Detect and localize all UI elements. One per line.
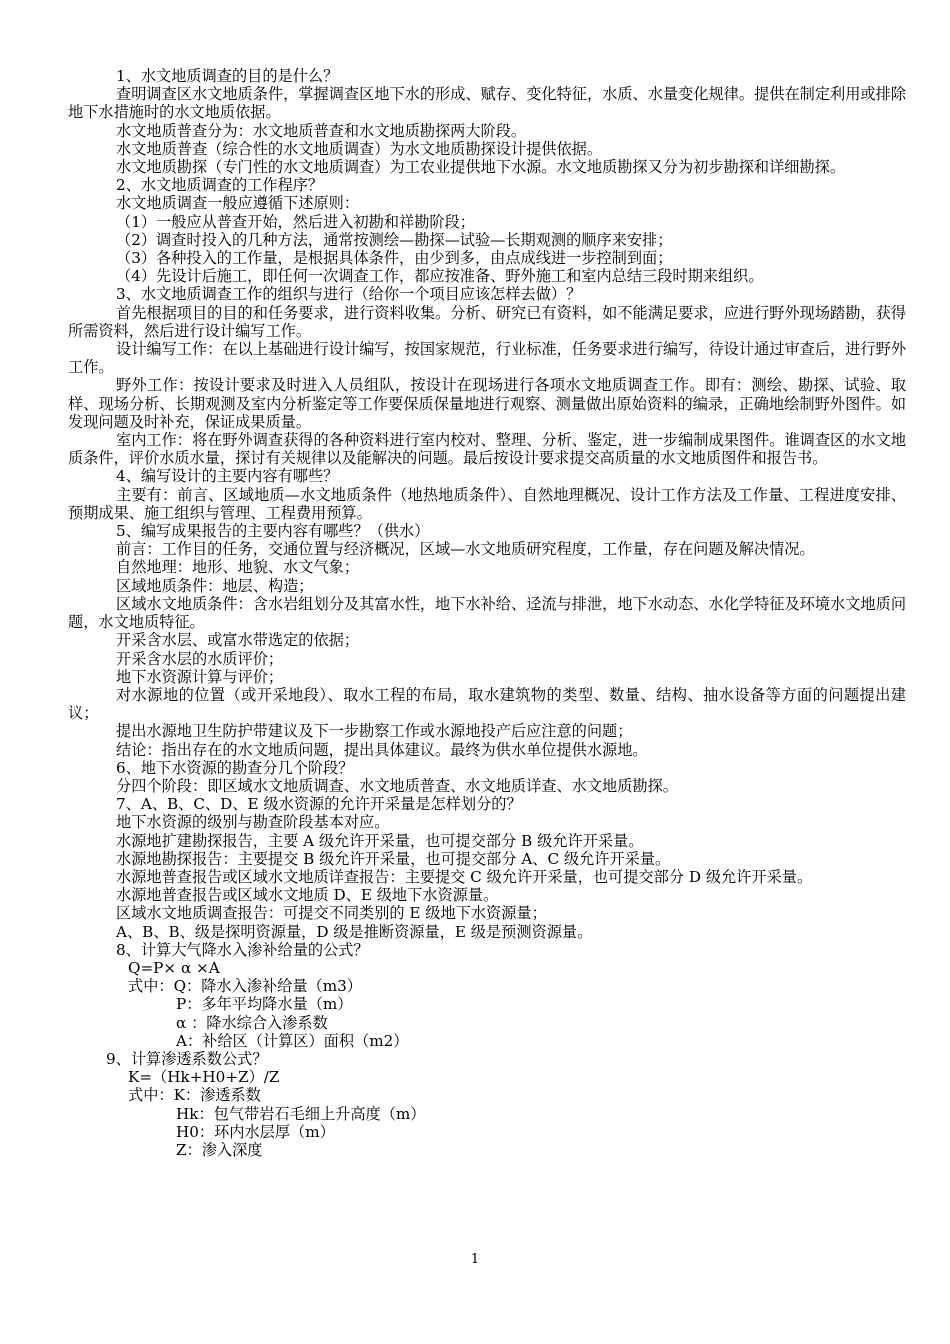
text-line: 3、水文地质调查工作的组织与进行（给你一个项目应该怎样去做）？: [116, 285, 582, 304]
text-line: 主要有：前言、区域地质—水文地质条件（地热地质条件）、自然地理概况、设计工作方法及工作量、工程进度安排、预期成果、施工组织与管理、工程费用预算。: [68, 485, 906, 522]
text-line: 9、计算渗透系数公式？: [106, 1049, 268, 1068]
text-line: 水文地质调查一般应遵循下述原则：: [116, 194, 359, 213]
text-line: 区域水文地质调查报告：可提交不同类别的 E 级地下水资源量；: [116, 904, 547, 923]
text-line: 5、编写成果报告的主要内容有哪些？（供水）: [116, 522, 430, 541]
text-line: 水源地普查报告或区域水文地质 D、E 级地下水资源量。: [116, 886, 499, 905]
text-line: 提出水源地卫生防护带建议及下一步勘察工作或水源地投产后应注意的问题；: [116, 722, 633, 741]
text-line: 地下水资源计算与评价；: [116, 667, 284, 686]
text-line: 6、地下水资源的勘查分几个阶段？: [116, 758, 354, 777]
text-line: 水文地质普查（综合性的水文地质调查）为水文地质勘探设计提供依据。: [116, 139, 602, 158]
document-body: [68, 67, 906, 1159]
text-line: 野外工作：按设计要求及时进入人员组队，按设计在现场进行各项水文地质调查工作。即有：测绘、勘探、试验、取样、现场分析、长期观测及室内分析鉴定等工作要保质保量地进行观察、测量做出原始资料的编录，正确地绘制野外图件。如发现问题及时补充，保证成果质量。: [68, 376, 906, 431]
text-line: 前言：工作目的任务，交通位置与经济概况，区域—水文地质研究程度，工作量，存在问题及解决情况。: [116, 540, 815, 559]
text-line: 首先根据项目的目的和任务要求，进行资料收集。分析、研究已有资料，如不能满足要求，应进行野外现场踏勘，获得所需资料，然后进行设计编写工作。: [68, 303, 906, 340]
text-line: 水源地普查报告或区域水文地质详查报告：主要提交 C 级允许开采量，也可提交部分 D 级允许开采量。: [116, 867, 813, 886]
text-line: 自然地理：地形、地貌、水文气象；: [116, 558, 359, 577]
text-line: 7、A、B、C、D、E 级水资源的允许开采量是怎样划分的？: [116, 795, 522, 814]
text-line: 结论：指出存在的水文地质问题，提出具体建议。最终为供水单位提供水源地。: [116, 740, 648, 759]
text-line: 设计编写工作：在以上基础进行设计编写，按国家规范，行业标准，任务要求进行编写，待设计通过审查后，进行野外工作。: [68, 340, 906, 377]
text-line: （1）一般应从普查开始，然后进入初勘和祥勘阶段；: [116, 212, 475, 231]
text-line: 地下水资源的级别与勘查阶段基本对应。: [116, 813, 390, 832]
page-number: 1: [470, 1252, 480, 1267]
text-line: Q=P× α ×A: [128, 958, 220, 977]
text-line: A、B、B、级是探明资源量，D 级是推断资源量，E 级是预测资源量。: [116, 922, 593, 941]
text-line: （3）各种投入的工作量，是根据具体条件，由少到多，由点成线进一步控制到面；: [116, 249, 673, 268]
text-line: H0：环内水层厚（m）: [176, 1122, 335, 1141]
text-line: A：补给区（计算区）面积（m2）: [176, 1031, 409, 1050]
text-line: 开采含水层、或富水带选定的依据；: [116, 631, 359, 650]
text-line: 水文地质勘探（专门性的水文地质调查）为工农业提供地下水源。水文地质勘探又分为初步勘探和详细勘探。: [116, 158, 845, 177]
text-line: 2、水文地质调查的工作程序？: [116, 176, 324, 195]
text-line: 室内工作：将在野外调查获得的各种资料进行室内校对、整理、分析、鉴定，进一步编制成果图件。谁调查区的水文地质条件，评价水质水量，探讨有关规律以及能解决的问题。最后按设计要求提交高质量的水文地质图件和报告书。: [68, 431, 906, 468]
text-line: α ：降水综合入渗系数: [176, 1013, 328, 1032]
text-line: 对水源地的位置（或开采地段）、取水工程的布局，取水建筑物的类型、数量、结构、抽水设备等方面的问题提出建议；: [68, 685, 906, 723]
text-line: 水源地勘探报告：主要提交 B 级允许开采量，也可提交部分 A、C 级允许开采量。: [116, 849, 671, 868]
text-line: 开采含水层的水质评价；: [116, 649, 284, 668]
text-line: 1、水文地质调查的目的是什么？: [116, 67, 339, 85]
text-line: 区域地质条件：地层、构造；: [116, 576, 314, 595]
text-line: Hk：包气带岩石毛细上升高度（m）: [176, 1104, 426, 1123]
text-line: 区域水文地质条件：含水岩组划分及其富水性，地下水补给、迳流与排泄，地下水动态、水化学特征及环境水文地质问题，水文地质特征。: [68, 594, 906, 632]
text-line: 8、计算大气降水入渗补给量的公式？: [116, 940, 369, 959]
text-line: K=（Hk+H0+Z）/Z: [128, 1068, 280, 1087]
text-line: Z：渗入深度: [176, 1140, 263, 1159]
text-line: 式中：Q：降水入渗补给量（m3）: [128, 977, 362, 996]
text-line: （2）调查时投入的几种方法，通常按测绘—勘探—试验—长期观测的顺序来安排；: [116, 230, 673, 249]
text-line: 查明调查区水文地质条件，掌握调查区地下水的形成、赋存、变化特征，水质、水量变化规律。提供在制定利用或排除地下水措施时的水文地质依据。: [68, 85, 906, 122]
text-line: 分四个阶段：即区域水文地质调查、水文地质普查、水文地质详查、水文地质勘探。: [116, 776, 678, 795]
text-line: P：多年平均降水量（m）: [176, 995, 353, 1014]
text-line: （4）先设计后施工，即任何一次调查工作，都应按准备、野外施工和室内总结三段时期来组织。: [116, 267, 764, 286]
text-line: 水文地质普查分为：水文地质普查和水文地质勘探两大阶段。: [116, 121, 527, 140]
text-line: 水源地扩建勘探报告，主要 A 级允许开采量，也可提交部分 B 级允许开采量。: [116, 831, 644, 850]
text-line: 式中：K：渗透系数: [128, 1086, 261, 1105]
text-line: 4、编写设计的主要内容有哪些？: [116, 467, 339, 486]
